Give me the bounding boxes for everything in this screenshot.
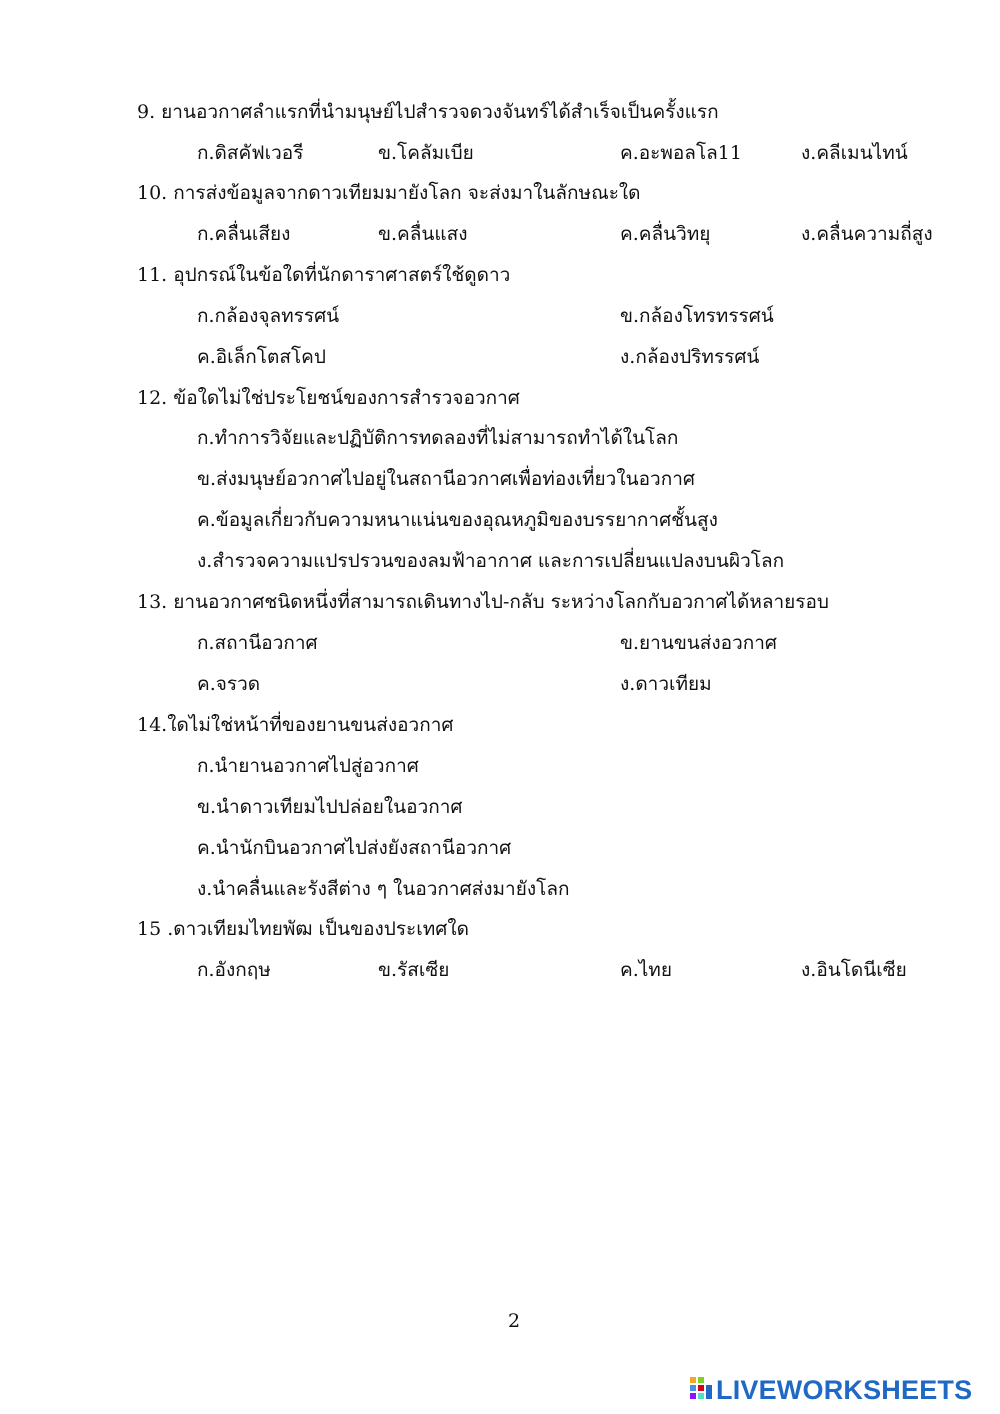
q10-option-a: ก.คลื่นเสียง — [197, 223, 291, 245]
liveworksheets-wordmark: LIVEWORKSHEETS — [716, 1374, 973, 1405]
q13-option-a: ก.สถานีอวกาศ — [197, 632, 318, 654]
question-10: 10. การส่งข้อมูลจากดาวเทียมมายังโลก จะส่งมาในลักษณะใด — [137, 182, 641, 204]
question-14: 14.ใดไม่ใช่หน้าที่ของยานขนส่งอวกาศ — [137, 714, 454, 736]
q10-option-b: ข.คลื่นแสง — [378, 223, 468, 245]
q9-option-d: ง.คลีเมนไทน์ — [801, 142, 908, 164]
q9-option-b: ข.โคลัมเบีย — [378, 142, 474, 164]
q15-option-d: ง.อินโดนีเซีย — [801, 959, 907, 981]
q10-option-d: ง.คลื่นความถี่สูง — [801, 223, 933, 245]
q9-option-a: ก.ดิสคัฟเวอรี — [197, 142, 304, 164]
q14-option-c: ค.นำนักบินอวกาศไปส่งยังสถานีอวกาศ — [197, 837, 512, 859]
q13-option-b: ข.ยานขนส่งอวกาศ — [620, 632, 777, 654]
q15-option-c: ค.ไทย — [620, 959, 672, 981]
liveworksheets-brand[interactable] — [690, 1374, 972, 1406]
q14-option-b: ข.นำดาวเทียมไปปล่อยในอวกาศ — [197, 796, 463, 818]
q15-option-a: ก.อังกฤษ — [197, 959, 271, 981]
question-13: 13. ยานอวกาศชนิดหนึ่งที่สามารถเดินทางไป-กลับ ระหว่างโลกกับอวกาศได้หลายรอบ — [137, 591, 829, 613]
question-9: 9. ยานอวกาศลำแรกที่นำมนุษย์ไปสำรวจดวงจันทร์ได้สำเร็จเป็นครั้งแรก — [137, 101, 719, 123]
q11-option-a: ก.กล้องจุลทรรศน์ — [197, 305, 340, 327]
q12-option-c: ค.ข้อมูลเกี่ยวกับความหนาแน่นของอุณหภูมิของบรรยากาศชั้นสูง — [197, 509, 718, 531]
q11-option-b: ข.กล้องโทรทรรศน์ — [620, 305, 774, 327]
q13-option-d: ง.ดาวเทียม — [620, 673, 712, 695]
q12-option-d: ง.สำรวจความแปรปรวนของลมฟ้าอากาศ และการเปลี่ยนแปลงบนผิวโลก — [197, 550, 785, 572]
q10-option-c: ค.คลื่นวิทยุ — [620, 223, 711, 245]
q12-option-a: ก.ทำการวิจัยและปฏิบัติการทดลองที่ไม่สามารถทำได้ในโลก — [197, 427, 679, 449]
q11-option-d: ง.กล้องปริทรรศน์ — [620, 346, 760, 368]
question-11: 11. อุปกรณ์ในข้อใดที่นักดาราศาสตร์ใช้ดูดาว — [137, 264, 511, 286]
q12-option-b: ข.ส่งมนุษย์อวกาศไปอยู่ในสถานีอวกาศเพื่อท่องเที่ยวในอวกาศ — [197, 468, 695, 490]
q11-option-c: ค.อิเล็กโตสโคป — [197, 346, 326, 368]
q9-option-c: ค.อะพอลโล11 — [620, 142, 742, 164]
q13-option-c: ค.จรวด — [197, 673, 261, 695]
liveworksheets-logo-icon — [690, 1377, 712, 1403]
question-15: 15 .ดาวเทียมไทยพัฒ เป็นของประเทศใด — [137, 918, 469, 940]
page-number: 2 — [507, 1310, 521, 1332]
question-12: 12. ข้อใดไม่ใช่ประโยชน์ของการสำรวจอวกาศ — [137, 387, 520, 409]
q14-option-a: ก.นำยานอวกาศไปสู่อวกาศ — [197, 755, 419, 777]
q15-option-b: ข.รัสเซีย — [378, 959, 450, 981]
q14-option-d: ง.นำคลื่นและรังสีต่าง ๆ ในอวกาศส่งมายังโลก — [197, 878, 570, 900]
